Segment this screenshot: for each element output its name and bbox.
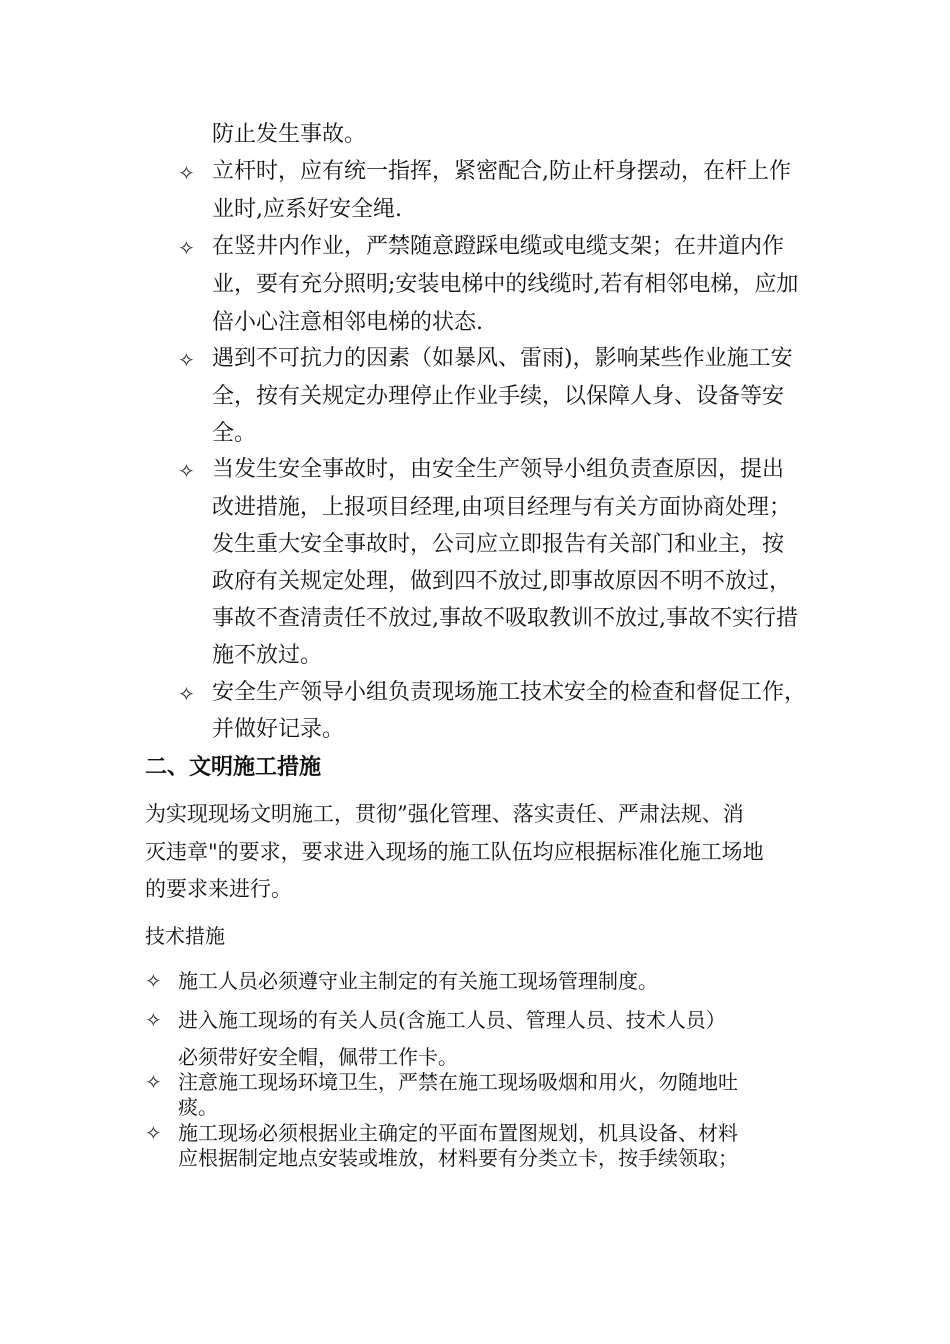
section-heading: 二、文明施工措施 (145, 755, 322, 780)
list-item-line: 并做好记录。 (212, 717, 345, 742)
list-item-line: 施工人员必须遵守业主制定的有关施工现场管理制度。 (178, 969, 658, 993)
list-item-line: 安全生产领导小组负责现场施工技术安全的检查和督促工作， (212, 680, 807, 705)
diamond-bullet-icon: ✧ (145, 1070, 162, 1094)
list-item-line: 注意施工现场环境卫生，严禁在施工现场吸烟和用火，勿随地吐 (178, 1070, 738, 1094)
paragraph-line: 为实现现场文明施工，贯彻”强化管理、落实责任、严肃法规、消 (145, 802, 744, 826)
list-continuation-line: 防止发生事故。 (212, 122, 367, 147)
list-item-line: 全，按有关规定办理停止作业手续，以保障人身、设备等安 (212, 384, 785, 409)
list-item-line: 发生重大安全事故时，公司应立即报告有关部门和业主，按 (212, 532, 785, 557)
list-item-line: 当发生安全事故时，由安全生产领导小组负责查原因，提出 (212, 457, 785, 482)
list-item-line: 全。 (212, 421, 257, 446)
list-item-line: 痰。 (178, 1095, 218, 1119)
paragraph-line: 的要求来进行。 (145, 877, 292, 901)
list-item-line: 进入施工现场的有关人员(含施工人员、管理人员、技术人员） (178, 1008, 726, 1032)
diamond-bullet-icon: ✧ (178, 682, 195, 706)
list-item-line: 施工现场必须根据业主确定的平面布置图规划，机具设备、材料 (178, 1121, 738, 1145)
list-item-line: 事故不查清责任不放过,事故不吸取教训不放过,事故不实行措 (212, 606, 798, 631)
list-item-line: 施不放过。 (212, 643, 323, 668)
list-item-line: 业时,应系好安全绳. (212, 197, 402, 222)
list-item-line: 遇到不可抗力的因素（如暴风、雷雨)，影响某些作业施工安 (212, 346, 793, 371)
diamond-bullet-icon: ✧ (145, 1008, 162, 1032)
list-item-line: 业，要有充分照明;安装电梯中的线缆时,若有相邻电梯，应加 (212, 272, 799, 297)
list-item-line: 倍小心注意相邻电梯的状态. (212, 310, 483, 335)
list-item-line: 改进措施，上报项目经理,由项目经理与有关方面协商处理； (212, 495, 791, 520)
diamond-bullet-icon: ✧ (145, 969, 162, 993)
list-item-line: 立杆时，应有统一指挥，紧密配合,防止杆身摆动，在杆上作 (212, 159, 791, 184)
diamond-bullet-icon: ✧ (178, 348, 195, 372)
diamond-bullet-icon: ✧ (145, 1121, 162, 1145)
diamond-bullet-icon: ✧ (178, 459, 195, 483)
list-item-line: 在竖井内作业，严禁随意蹬踩电缆或电缆支架；在井道内作 (212, 234, 785, 259)
paragraph-line: 灭违章"的要求，要求进入现场的施工队伍均应根据标准化施工场地 (145, 840, 764, 864)
list-item-line: 必须带好安全帽，佩带工作卡。 (178, 1045, 458, 1069)
diamond-bullet-icon: ✧ (178, 236, 195, 260)
diamond-bullet-icon: ✧ (178, 161, 195, 185)
list-item-line: 政府有关规定处理，做到四不放过,即事故原因不明不放过， (212, 569, 791, 594)
subheading: 技术措施 (145, 924, 225, 948)
list-item-line: 应根据制定地点安装或堆放，材料要有分类立卡，按手续领取； (178, 1146, 738, 1170)
